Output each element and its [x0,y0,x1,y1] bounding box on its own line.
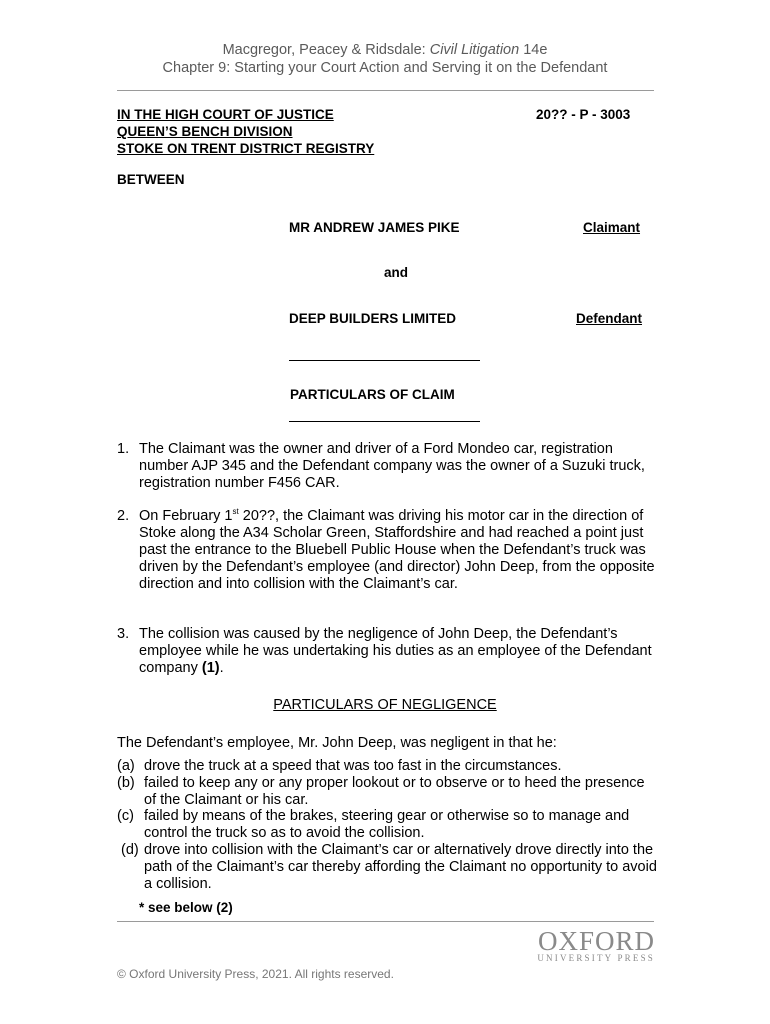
paragraph-number: 1. [117,441,130,457]
item-label: (a) [117,758,135,774]
negligence-item-a [117,758,657,775]
title-rule-bottom [289,421,480,422]
title-rule-top [289,360,480,361]
note-reference: (1) [201,660,220,676]
see-below-note: * see below (2) [139,900,233,915]
defendant-name: DEEP BUILDERS LIMITED [289,311,457,326]
running-header-book [0,42,770,58]
paragraph-number: 2. [117,508,130,524]
court-line-1: IN THE HIGH COURT OF JUSTICE [117,107,334,122]
defendant-role: Defendant [576,311,643,326]
paragraph-text-start: On February 1 [139,508,233,524]
and-label: and [384,265,409,280]
header-edition: 14e [519,42,548,58]
footer-divider [117,921,654,922]
paragraph-text [139,626,657,677]
negligence-item-b [117,775,657,809]
case-number: 20?? - P - 3003 [536,107,631,122]
document-title: PARTICULARS OF CLAIM [290,387,455,402]
item-label: (b) [117,775,135,791]
court-heading [117,106,374,157]
claim-paragraph-1 [117,441,657,492]
paragraph-text [139,508,657,593]
court-line-3: STOKE ON TRENT DISTRICT REGISTRY [117,141,375,156]
paragraph-text-end: . [219,660,224,676]
logo-wordmark: OXFORD [537,926,655,956]
copyright-notice: © Oxford University Press, 2021. All rights reserved. [117,967,394,981]
item-text: failed by means of the brakes, steering gear or otherwise so to manage and control the truck so as to avoid the collision. [144,808,630,841]
negligence-intro: The Defendant’s employee, Mr. John Deep, was negligent in that he: [117,735,557,751]
header-book-title: Civil Litigation [429,42,520,58]
claim-paragraph-2 [117,508,657,593]
court-line-2: QUEEN’S BENCH DIVISION [117,124,293,139]
negligence-item-d [117,842,657,893]
paragraph-text-body: The collision was caused by the negligence of John Deep, the Defendant’s employee while he was undertaking his duties as an employee of the Defendant company [139,626,652,676]
logo-subtitle: UNIVERSITY PRESS [537,953,655,963]
paragraph-text-rest: 20??, the Claimant was driving his motor car in the direction of Stoke along the A34 Scholar Green, Staffordshire and had reached a point just past the entrance to the Bluebell Public House when the Defendant’s truck was driven by the Defendant’s employee (and director) John Deep, from the opposite direction and into collision with the Claimant’s car. [139,508,655,592]
header-authors: Macgregor, Peacey & Ridsdale: [222,42,430,58]
header-divider [117,90,654,91]
negligence-heading: PARTICULARS OF NEGLIGENCE [273,697,497,713]
between-label: BETWEEN [117,172,185,187]
item-label: (c) [117,808,134,824]
claim-paragraph-3 [117,626,657,677]
oxford-logo [500,927,655,963]
item-text: failed to keep any or any proper lookout or to observe or to heed the presence of the Claimant or his car. [144,775,645,808]
claimant-role: Claimant [583,220,641,235]
paragraph-text: The Claimant was the owner and driver of a Ford Mondeo car, registration number AJP 345 and the Defendant company was the owner of a Suzuki truck, registration number F456 CAR. [139,441,645,491]
negligence-item-c [117,808,657,842]
running-header-chapter: Chapter 9: Starting your Court Action and Serving it on the Defendant [162,60,608,76]
item-label: (d) [121,842,139,858]
item-text: drove into collision with the Claimant’s car or alternatively drove directly into the path of the Claimant’s car thereby affording the Claimant no opportunity to avoid a collision. [144,842,657,892]
item-text: drove the truck at a speed that was too fast in the circumstances. [144,758,562,774]
claimant-name: MR ANDREW JAMES PIKE [289,220,460,235]
paragraph-number: 3. [117,626,130,642]
ordinal-suffix: st [232,507,239,517]
